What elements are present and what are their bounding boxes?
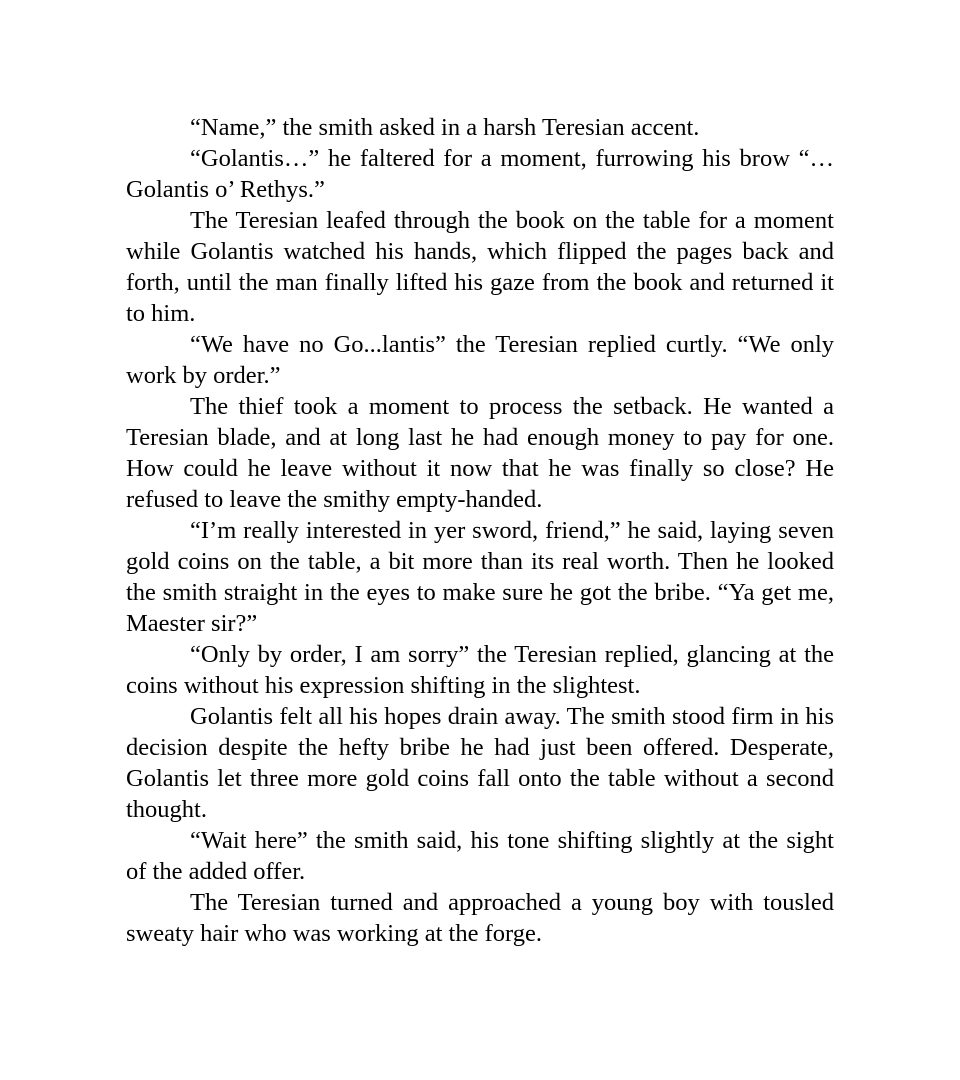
paragraph: “Name,” the smith asked in a harsh Teresian accent.	[190, 114, 700, 141]
paragraph: “We have no Go...lantis” the Teresian replied curtly. “We only work by order.”	[126, 331, 834, 389]
paragraph: “Only by order, I am sorry” the Teresian replied, glancing at the coins without his expression shifting in the slightest.	[126, 641, 834, 699]
paragraph: “Golantis…” he faltered for a moment, furrowing his brow “…Golantis o’ Rethys.”	[126, 145, 834, 203]
paragraph: The Teresian turned and approached a young boy with tousled sweaty hair who was working at the forge.	[126, 889, 834, 947]
paragraph: The thief took a moment to process the setback. He wanted a Teresian blade, and at long last he had enough money to pay for one. How could he leave without it now that he was finally so close? He refused to leave the smithy empty-handed.	[126, 393, 834, 513]
paragraph: Golantis felt all his hopes drain away. The smith stood firm in his decision despite the hefty bribe he had just been offered. Desperate, Golantis let three more gold coins fall onto the table without a second thought.	[126, 703, 834, 823]
paragraph: “I’m really interested in yer sword, friend,” he said, laying seven gold coins on the table, a bit more than its real worth. Then he looked the smith straight in the eyes to make sure he got the bribe. “Ya get me, Maester sir?”	[126, 517, 834, 637]
paragraph: “Wait here” the smith said, his tone shifting slightly at the sight of the added offer.	[126, 827, 834, 885]
body-text	[126, 112, 834, 949]
paragraph: The Teresian leafed through the book on the table for a moment while Golantis watched his hands, which flipped the pages back and forth, until the man finally lifted his gaze from the book and returned it to him.	[126, 207, 834, 327]
